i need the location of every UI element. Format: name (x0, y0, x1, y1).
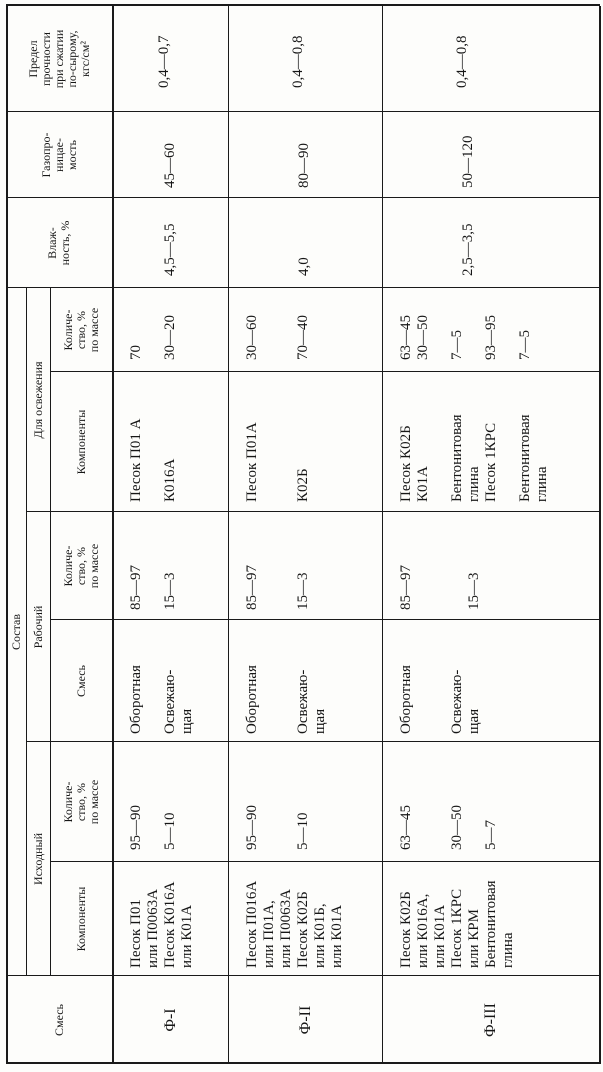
header-composition: Состав (8, 614, 23, 651)
row-1-strength: 0,4—0,7 (156, 35, 172, 88)
row-3-facing-quantity: 63—45 30—50 7—5 93—95 7—5 (398, 315, 533, 360)
row-1-working-mix: Оборотная Освежаю- щая (128, 665, 195, 734)
header-initial-quantity: Количе- ство, % по массе (60, 779, 101, 825)
row-2-mix: Ф-II (296, 1005, 314, 1035)
header-working-mixture: Смесь (73, 664, 88, 698)
row-1-facing-quantity: 70 30—20 (128, 315, 178, 360)
row-separator-1 (228, 6, 229, 1064)
header-body-separator (112, 6, 114, 1064)
table-border-bottom (599, 6, 601, 1064)
col-line-work-qty (50, 619, 600, 620)
header-initial-components: Компоненты (73, 886, 88, 952)
header-facing: Для освежения (30, 361, 45, 439)
row-3-strength: 0,4—0,8 (454, 35, 470, 88)
row-3-working-mix: Оборотная Освежаю- щая (398, 665, 482, 734)
header-working-quantity: Количе- ство, % по массе (60, 543, 101, 589)
row-3-mix: Ф-III (482, 1003, 499, 1037)
row-2-facing-quantity: 30—60 70—40 (244, 315, 311, 360)
row-1-moisture: 4,5—5,5 (162, 223, 178, 276)
row-3-initial-components: Песок К02Б или К016А, или К01А Песок 1КРС или КРМ Бентонитовая глина (398, 880, 516, 968)
row-1-facing-components: Песок П01 А К016А (128, 418, 178, 502)
row-1-initial-quantity: 95—90 5—10 (128, 805, 178, 850)
row-3-initial-quantity: 63—45 30—50 5—7 (398, 805, 499, 850)
col-line-working (26, 741, 600, 742)
header-facing-quantity: Количе- ство, % по массе (60, 307, 101, 353)
row-2-working-mix: Оборотная Освежаю- щая (244, 665, 328, 734)
row-2-permeability: 80—90 (296, 143, 312, 188)
row-1-mix: Ф-I (161, 1008, 179, 1032)
row-2-initial-components: Песок П016А или П01А, или П0063А Песок К02Б или К01Б, или К01А (244, 880, 345, 968)
row-2-moisture: 4,0 (296, 257, 312, 276)
row-2-initial-quantity: 95—90 5—10 (244, 805, 311, 850)
row-1-working-quantity: 85—97 15—3 (128, 565, 178, 610)
row-1-initial-components: Песок П01 или П0063А Песок К016А или К01А (128, 881, 195, 968)
header-working: Рабочий (30, 605, 45, 649)
row-2-working-quantity: 85—97 15—3 (244, 565, 311, 610)
row-1-permeability: 45—60 (162, 143, 178, 188)
header-permeability: Газопро- ницае- мость (38, 132, 79, 178)
header-mix: Смесь (51, 1003, 66, 1037)
row-2-facing-components: Песок П01А К02Б (244, 422, 311, 502)
row-separator-2 (382, 6, 383, 1064)
header-moisture: Влаж- ность, % (45, 220, 72, 266)
row-3-working-quantity: 85—97 15—3 (398, 565, 482, 610)
header-facing-components: Компоненты (73, 409, 88, 475)
row-2-strength: 0,4—0,8 (290, 35, 306, 88)
row-3-moisture: 2,5—3,5 (460, 223, 476, 276)
row-3-permeability: 50—120 (460, 135, 476, 188)
row-3-facing-components: Песок К02Б К01А Бентонитовая глина Песок 1КРС Бентонитовая глина (398, 414, 550, 502)
header-strength: Предел прочности при сжатии по-сырому, кгс/см² (25, 29, 92, 89)
col-line-facing (26, 511, 600, 512)
col-line-face-qty (50, 371, 600, 372)
header-initial: Исходный (30, 832, 45, 886)
